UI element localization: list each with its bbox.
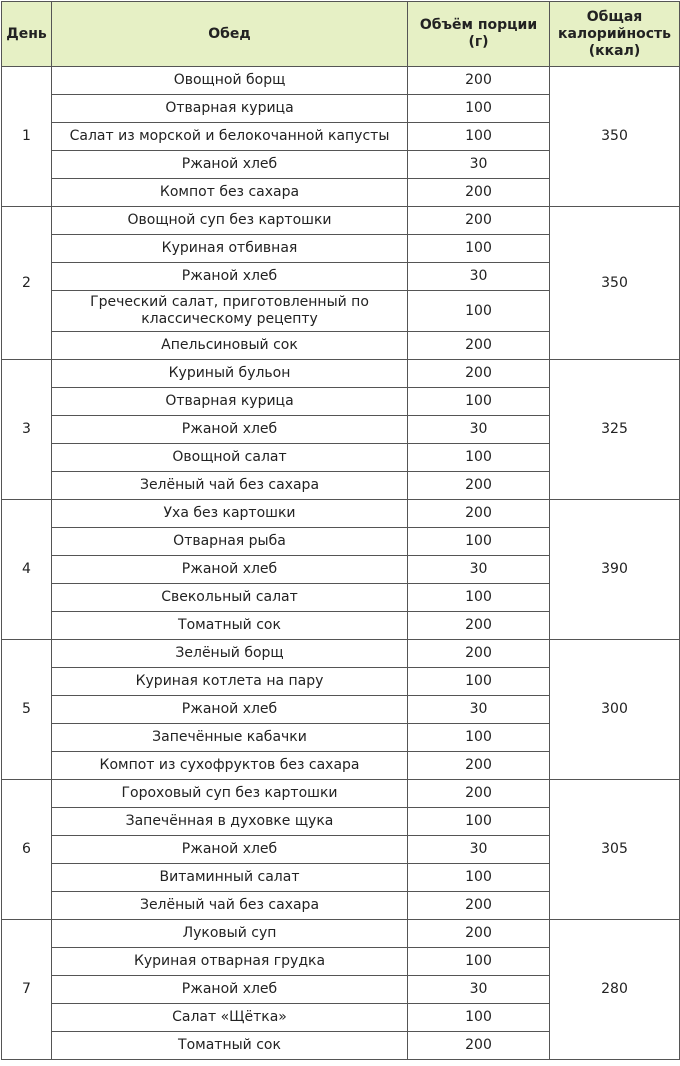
menu-body — [2, 67, 680, 1060]
meal-name: Компот из сухофруктов без сахара — [52, 752, 408, 780]
header-day: День — [2, 2, 52, 67]
meal-name: Салат «Щётка» — [52, 1004, 408, 1032]
portion-size: 200 — [408, 780, 550, 808]
meal-name: Отварная курица — [52, 388, 408, 416]
portion-size: 200 — [408, 1032, 550, 1060]
portion-size: 200 — [408, 332, 550, 360]
header-row — [2, 2, 680, 67]
meal-name: Ржаной хлеб — [52, 416, 408, 444]
total-calories: 280 — [550, 920, 680, 1060]
meal-name: Салат из морской и белокочанной капусты — [52, 123, 408, 151]
day-number: 2 — [2, 207, 52, 360]
meal-name: Витаминный салат — [52, 864, 408, 892]
portion-size: 200 — [408, 472, 550, 500]
portion-size: 100 — [408, 584, 550, 612]
portion-size: 200 — [408, 612, 550, 640]
meal-name: Зелёный чай без сахара — [52, 472, 408, 500]
day-number: 1 — [2, 67, 52, 207]
portion-size: 100 — [408, 1004, 550, 1032]
day-number: 7 — [2, 920, 52, 1060]
meal-name: Томатный сок — [52, 612, 408, 640]
meal-name: Отварная рыба — [52, 528, 408, 556]
meal-name: Куриный бульон — [52, 360, 408, 388]
portion-size: 100 — [408, 528, 550, 556]
portion-size: 100 — [408, 808, 550, 836]
header-calories: Общая калорийность (ккал) — [550, 2, 680, 67]
meal-name: Зелёный чай без сахара — [52, 892, 408, 920]
day-number: 3 — [2, 360, 52, 500]
portion-size: 100 — [408, 95, 550, 123]
table-row — [2, 360, 680, 388]
portion-size: 100 — [408, 235, 550, 263]
portion-size: 200 — [408, 920, 550, 948]
portion-size: 100 — [408, 948, 550, 976]
meal-name: Ржаной хлеб — [52, 151, 408, 179]
table-row — [2, 640, 680, 668]
total-calories: 300 — [550, 640, 680, 780]
meal-name: Куриная отбивная — [52, 235, 408, 263]
table-row — [2, 67, 680, 95]
portion-size: 100 — [408, 444, 550, 472]
header-meal: Обед — [52, 2, 408, 67]
total-calories: 350 — [550, 67, 680, 207]
portion-size: 200 — [408, 360, 550, 388]
meal-name: Греческий салат, приготовленный по классическому рецепту — [52, 291, 408, 332]
meal-name: Уха без картошки — [52, 500, 408, 528]
portion-size: 30 — [408, 556, 550, 584]
day-number: 4 — [2, 500, 52, 640]
portion-size: 100 — [408, 668, 550, 696]
meal-name: Зелёный борщ — [52, 640, 408, 668]
portion-size: 100 — [408, 388, 550, 416]
portion-size: 200 — [408, 752, 550, 780]
meal-name: Ржаной хлеб — [52, 696, 408, 724]
meal-name: Свекольный салат — [52, 584, 408, 612]
meal-name: Отварная курица — [52, 95, 408, 123]
portion-size: 100 — [408, 123, 550, 151]
meal-name: Ржаной хлеб — [52, 263, 408, 291]
meal-name: Ржаной хлеб — [52, 556, 408, 584]
portion-size: 30 — [408, 416, 550, 444]
portion-size: 100 — [408, 724, 550, 752]
table-row — [2, 500, 680, 528]
portion-size: 100 — [408, 864, 550, 892]
total-calories: 325 — [550, 360, 680, 500]
portion-size: 200 — [408, 640, 550, 668]
day-number: 5 — [2, 640, 52, 780]
meal-name: Куриная котлета на пару — [52, 668, 408, 696]
portion-size: 200 — [408, 67, 550, 95]
menu-table — [1, 1, 680, 1060]
portion-size: 30 — [408, 696, 550, 724]
meal-name: Апельсиновый сок — [52, 332, 408, 360]
meal-name: Ржаной хлеб — [52, 976, 408, 1004]
meal-name: Гороховый суп без картошки — [52, 780, 408, 808]
portion-size: 200 — [408, 892, 550, 920]
portion-size: 200 — [408, 207, 550, 235]
table-row — [2, 920, 680, 948]
day-number: 6 — [2, 780, 52, 920]
meal-name: Ржаной хлеб — [52, 836, 408, 864]
portion-size: 100 — [408, 291, 550, 332]
header-portion: Объём порции (г) — [408, 2, 550, 67]
total-calories: 390 — [550, 500, 680, 640]
meal-name: Компот без сахара — [52, 179, 408, 207]
meal-name: Овощной борщ — [52, 67, 408, 95]
portion-size: 30 — [408, 151, 550, 179]
meal-name: Запечённые кабачки — [52, 724, 408, 752]
meal-name: Куриная отварная грудка — [52, 948, 408, 976]
portion-size: 30 — [408, 836, 550, 864]
table-row — [2, 207, 680, 235]
meal-name: Томатный сок — [52, 1032, 408, 1060]
portion-size: 200 — [408, 500, 550, 528]
portion-size: 30 — [408, 263, 550, 291]
table-row — [2, 780, 680, 808]
total-calories: 305 — [550, 780, 680, 920]
meal-name: Овощной суп без картошки — [52, 207, 408, 235]
total-calories: 350 — [550, 207, 680, 360]
portion-size: 30 — [408, 976, 550, 1004]
meal-name: Овощной салат — [52, 444, 408, 472]
meal-name: Луковый суп — [52, 920, 408, 948]
meal-name: Запечённая в духовке щука — [52, 808, 408, 836]
portion-size: 200 — [408, 179, 550, 207]
